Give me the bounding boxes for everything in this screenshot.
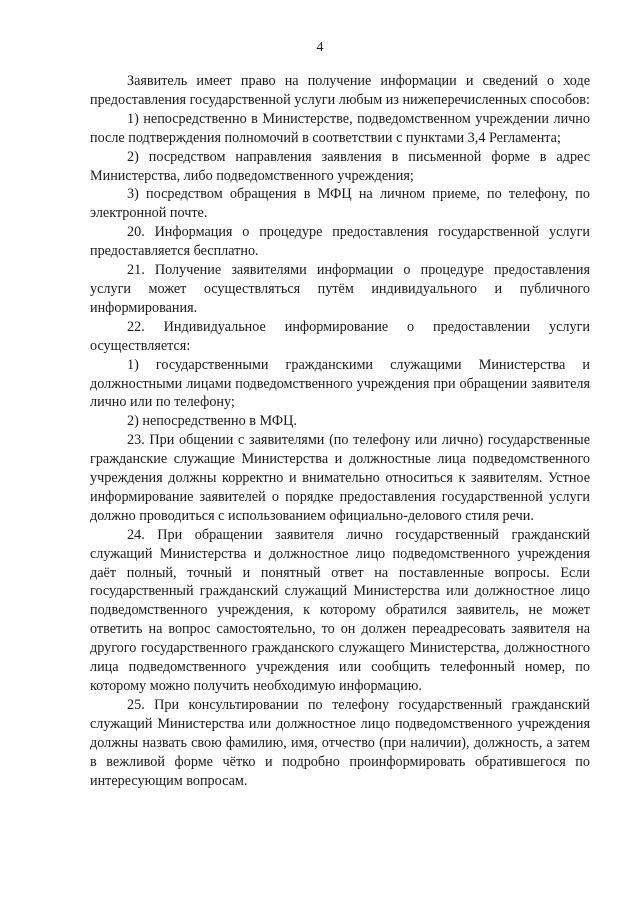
paragraph-22: 22. Индивидуальное информирование о предоставлении услуги осуществляется: — [90, 318, 590, 354]
paragraph-24: 24. При обращении заявителя лично государственный гражданский служащий Министерства и должностное лицо подведомственного учреждения даёт полный, точный и понятный ответ на поставленные вопросы. Если государственный гражданский служащий Министерства или должностное лицо подведомственного учреждения, к которому обратился заявитель, не может ответить на вопрос самостоятельно, то он должен переадресовать заявителя на другого государственного гражданского служащего Министерства, должностного лица подведомственного учреждения или сообщить телефонный номер, по которому можно получить необходимую информацию. — [90, 526, 590, 694]
page-number: 4 — [316, 40, 324, 55]
paragraph-21: 21. Получение заявителями информации о процедуре предоставления услуги может осуществляться путём индивидуального и публичного информирования. — [90, 262, 590, 316]
list-item-ministry: 1) непосредственно в Министерстве, подведомственном учреждении лично после подтверждения полномочий в соответствии с пунктами 3,4 Регламента; — [90, 110, 590, 146]
list-item-written-request: 2) посредством направления заявления в письменной форме в адрес Министерства, либо подведомственного учреждения; — [90, 148, 590, 184]
paragraph-20: 20. Информация о процедуре предоставления государственной услуги предоставляется бесплатно. — [90, 224, 590, 260]
paragraph-23: 23. При общении с заявителями (по телефону или лично) государственные гражданские служащие Министерства и должностные лица подведомственного учреждения должны корректно и внимательно относиться к заявителям. Устное информирование заявителей о порядке предоставления государственной услуги должно проводиться с использованием официально-делового стиля речи. — [90, 432, 590, 524]
list-item-mfc: 3) посредством обращения в МФЦ на личном приеме, по телефону, по электронной почте. — [90, 186, 590, 222]
paragraph-25: 25. При консультировании по телефону государственный гражданский служащий Министерства или должностное лицо подведомственного учреждения должны назвать свою фамилию, имя, отчество (при наличии), должность, а затем в вежливой форме чётко и подробно проинформировать обратившегося по интересующим вопросам. — [90, 696, 590, 789]
list-item-mfc-direct: 2) непосредственно в МФЦ. — [127, 413, 297, 430]
document-body — [90, 72, 590, 790]
paragraph-info-rights: Заявитель имеет право на получение информации и сведений о ходе предоставления государственной услуги любым из нижеперечисленных способов: — [90, 73, 590, 108]
list-item-civil-servants: 1) государственными гражданскими служащими Министерства и должностными лицами подведомственного учреждения при обращении заявителя лично или по телефону; — [90, 356, 590, 411]
